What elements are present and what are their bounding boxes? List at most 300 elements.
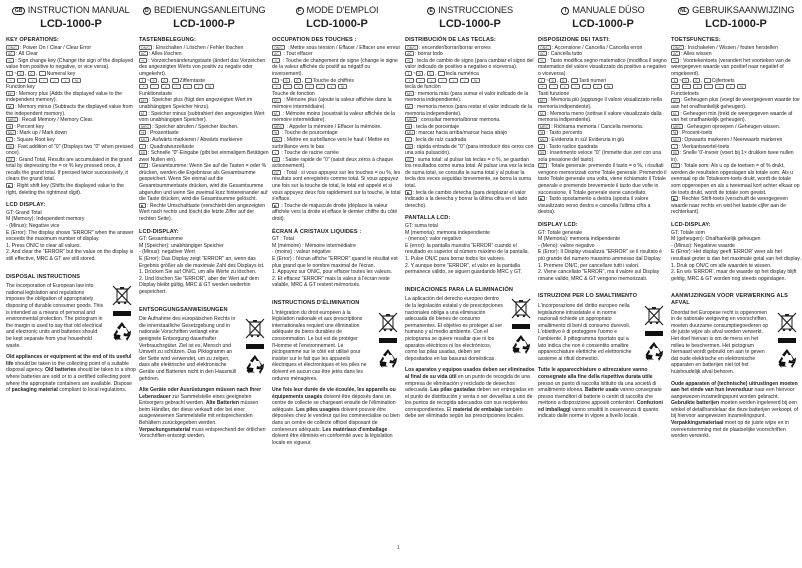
divide-key-icon: ÷ (704, 84, 713, 89)
key-shift: ▶ : Rechter Shift-toets (verschuift de weergegeven waarde naar rechts en wist het laatste cijfer aan de rechterkant). (671, 196, 789, 216)
key-9-icon: 9 (17, 71, 24, 76)
bold-text-segment: Alte Geräte oder Ausrüstungen müssen nach Ihrer Lebensdauer (139, 387, 262, 400)
disposal-icons (642, 305, 666, 362)
memory-minus-key-icon: M- (141, 111, 146, 116)
lcd-line: 2. And clear the "ERROR" but the value on the display is still effective, MRC & GT are still stored. (6, 249, 134, 262)
key-on: ON/C : Accensione / Cancella / Cancella errori (540, 44, 643, 51)
lcd-line: E (Error): Das Display zeigt "ERROR" an, wenn das Ergebnis größer als die maximale Zahl des Displays ist. (139, 256, 265, 269)
grand-total-key-icon: GT (141, 164, 146, 169)
divide-key-icon: ÷ (172, 84, 181, 89)
key-gt: GT : Totale generale: premendo il tasto = o %, i risultati vengono memorizzati come Totale generale. Premendo il tasto Totale generale una volta, viene richiamato il Totale generale e premendo brevemente il tasto due volte in successione, il Totale generale viene cancellato. (538, 163, 667, 196)
sign-change-key-icon: +/- (274, 58, 279, 63)
key-9-icon: 9 (682, 78, 689, 83)
double-zero-key-icon: 00 (8, 144, 12, 149)
key-mu: MU : marcar hacia arriba/marcar hacia abajo (407, 130, 508, 137)
disposal-heading: ISTRUZIONI PER LO SMALTIMENTO (538, 293, 638, 300)
memory-recall-key-icon: MRC (8, 118, 17, 123)
right-shift-key-icon: ▶ (405, 190, 412, 195)
model-name: LCD-1000-P (306, 18, 368, 30)
markup-key-icon: MU (274, 138, 280, 143)
language-header (405, 5, 535, 16)
key-numeral: 1 ~ 9 , 0 , . Numeral key (6, 71, 136, 78)
key-on: ON/C : Inschakelen / Wissen / fouten herstellen (673, 44, 778, 51)
text-segment: doivent pouvoir être déposées chez le vendeur qui les commercialise ou bien dans un centre de collecte officiel disposant de conteneurs adéquats. (272, 406, 400, 433)
right-shift-key-icon: ▶ (272, 203, 279, 208)
memory-plus-key-icon: M+ (141, 98, 147, 103)
lcd-line: M (memoria): memoria independiente (405, 229, 490, 236)
key-sign: +/- : Tasto modifica segno matematico (modifica il segno matematico del valore visualizzato da positivo a negativo o viceversa). (538, 57, 667, 77)
minus-key-icon: − (549, 84, 558, 89)
key-dzero: 00 : Fast addition of "0" (Displays two "0" when pressed once). (6, 143, 134, 157)
language-header (272, 5, 402, 16)
function-key-row (671, 84, 801, 91)
disposal-section (6, 283, 136, 349)
percent-key-icon: % (407, 124, 411, 129)
key-mu: MU : Mark up / Mark down (8, 130, 67, 137)
memory-recall-key-icon: MRC (407, 118, 416, 123)
sqrt-key-icon: √ (327, 84, 336, 89)
square-root-key-icon: √ (272, 150, 279, 155)
text-segment: moeten worden ingeleverd bij een winkel of detailhandelaar die deze batterijen verkoopt, of bij hiervoor aangewezen inzamelingspunt. (671, 400, 799, 420)
key-sqrt: √ : Quadratwurzeltaste (139, 144, 269, 151)
plus-key-icon: + (671, 84, 680, 89)
key-mplus: M+ : memoria más (para sumar el valor indicado de la memoria independiente). (405, 90, 529, 104)
bold-text-segment: Les matériaux d'emballage (322, 426, 388, 433)
sqrt-key-icon: √ (460, 78, 469, 83)
function-key-row (6, 78, 136, 85)
text-segment: müssen beim Händler, der diese verkauft oder bei einer ausgewiesenen Sammelstelle mit entsprechenden Behältern zurückgegeben werden. (139, 400, 259, 427)
disposal-text: The incorporation of European law into national legislation and regulations imposes the obligation of appropriately disposing of durable consumer goods. This is intended as a means of personal and environmental protection. The pictogram in the margin is used to say that old electrical and electronic units and batteries should be kept separate from your household waste. (6, 283, 104, 349)
lcd-line: GT: Gesamtsumme (139, 236, 183, 243)
disposal-rich-text (6, 354, 136, 394)
disposal-section (405, 296, 535, 362)
key-pct: % : Tasto percento (540, 130, 583, 137)
function-key-label: Tasti funzione (538, 90, 570, 97)
key-9-icon: 9 (416, 71, 423, 76)
divide-key-icon: ÷ (39, 78, 48, 83)
key-dot-icon: . (305, 78, 312, 83)
bold-text-segment: Une fois leur durée de vie écoulée, les appareils ou équipements usagés (272, 387, 396, 400)
disposal-heading: ENTSORGUNGSANWEISUNGEN (139, 306, 228, 313)
bold-text-segment: Tutte le apparecchiature o attrezzature vanno consegnate alla fine della rispettiva durata utile (538, 367, 653, 380)
function-key-row (272, 84, 402, 91)
memory-minus-key-icon: M- (407, 105, 412, 110)
key-1-icon: 1 (6, 71, 13, 76)
lcd-line: GT: Totale som (671, 229, 705, 236)
grand-total-key-icon: GT (407, 157, 412, 162)
square-root-key-icon: √ (139, 144, 146, 149)
minus-key-icon: − (283, 84, 292, 89)
all-clear-key-icon: AC (274, 52, 279, 57)
separator-bar-icon (645, 331, 663, 336)
on-clear-key-icon: ON/C (673, 45, 682, 50)
plus-key-icon: + (272, 84, 281, 89)
key-0-icon: 0 (161, 78, 168, 83)
recycle-icon (377, 347, 399, 369)
key-mrc: MRC : Appeler la mémoire / Effacer la mémoire. (274, 123, 382, 130)
times-key-icon: × (294, 84, 303, 89)
lcd-line: 1. Druk op ON/C om alle waarden te wissen. (671, 262, 772, 269)
percent-key-icon: % (338, 84, 347, 89)
disposal-heading: DISPOSAL INSTRUCTIONS (6, 273, 81, 280)
separator-bar-icon (246, 344, 264, 349)
memory-plus-key-icon: M+ (673, 98, 679, 103)
key-shift: ▶ : Tasto spostamento a destra (sposta il valore visualizzato verso destra e cancella l'ultima cifra a destra). (538, 196, 651, 216)
percent-key-icon: % (205, 84, 214, 89)
lcd-line: 2. En wis 'ERROR', maar de waarde op het display blijft geldig, MRC & GT worden nog steeds opgeslagen. (671, 269, 797, 282)
key-ac: AC : Tout effacer (274, 51, 313, 58)
column-fr (272, 4, 402, 568)
separator-bar-icon (113, 311, 131, 316)
key-mplus: M+ : Geheugen plus (voegt de weergegeven waarde toe aan het onafhankelijk geheugen). (671, 97, 800, 110)
percent-key-icon: % (8, 124, 12, 129)
key-1-icon: 1 (671, 78, 678, 83)
disposal-text: Die Aufnahme des europäischen Rechts in die innerstaatliche Gesetzgebung und in nationale Vorschriften verlangt eine geeignete Entsorgung dauerhafter Verbrauchsgüter. Ziel ist es, Mensch und Umwelt zu schützen. Das Piktogramm an der Seite wird verwendet, um zu zeigen, dass alte elektrische und elektronische Geräte und Batterien nicht in den Hausmüll gehören. (139, 316, 237, 382)
percent-key-icon: % (471, 78, 480, 83)
crossed-bin-icon (644, 305, 664, 327)
key-mrc: MRC : Richiama memoria / Cancella memoria. (540, 123, 644, 130)
text-segment: should be taken to a shop where batteries are sold or to a certified collecting point where the appropriate containers are available. Dispose of (6, 367, 136, 394)
on-clear-key-icon: ON/C (407, 45, 416, 50)
equals-key-icon: = (449, 78, 458, 83)
key-gt: GT : Gesamtsumme: Wenn Sie auf die Tasten = oder % drücken, werden die Ergebnisse als Gesamtsumme gespeichert. Wenn Sie einmal auf die Gesamtsummentaste drücken, wird die Gesamtsumme abgerufen und wenn Sie zweimal kurz hintereinander auf die Taste drücken, wird die Gesamtsumme gelöscht. (139, 163, 268, 203)
on-clear-key-icon: ON/C (141, 45, 150, 50)
disposal-rich-text (405, 367, 535, 420)
sign-change-key-icon: +/- (141, 58, 146, 63)
key-operations-heading: KEY OPERATIONS: (6, 37, 59, 43)
sign-change-key-icon: +/- (673, 58, 678, 63)
lcd-line: E (Error): Il Display visualizza "ERROR" se il risultato è più grande del numero massimo ammesso dal Display. (538, 249, 662, 262)
lcd-line: M (mémoire) : Mémoire intermédiaire (272, 242, 356, 249)
square-root-key-icon: √ (6, 137, 13, 142)
markup-key-icon: MU (407, 131, 413, 136)
all-clear-key-icon: AC (540, 52, 545, 57)
lcd-line: GT: Grand Total (6, 209, 42, 216)
lcd-line: E (Error): The display shows "ERROR" when the answer exceeds the maximum number of display. (6, 229, 134, 243)
column-gb (6, 4, 136, 568)
lcd-line: 2. Und löschen Sie "ERROR", aber der Wert auf dem Display bleibt gültig, MRC & GT werden weiterhin gespeichert. (139, 275, 259, 295)
page-number: 1 (397, 545, 400, 551)
key-dot-icon: . (438, 71, 445, 76)
lcd-line: 1. Press ON/C to clear all values. (6, 242, 82, 249)
times-key-icon: × (693, 84, 702, 89)
disposal-text: Doordat het Europese recht is opgenomen in de nationale wetgeving en voorschriften, moeten duurzame consumptiegoederen op de juiste wijze als afval worden verwerkt. Het doel hiervan is om de mens en het milieu te beschermen. Het pictogram hiernaast wordt gebruikt om aan te geven dat oude elektrische en elektronische apparaten en batterijen niet tot het huishoudelijk afval behoren. (671, 309, 769, 375)
key-dzero: 00 : rápida entrada de "0" (para introducir dos ceros con una sola pulsación). (405, 143, 534, 157)
lcd-line: M (Memory): Independent memory (6, 216, 85, 223)
bold-text-segment: Old appliances or equipment at the end of its useful life (6, 354, 132, 367)
model-name: LCD-1000-P (40, 18, 102, 30)
equals-key-icon: = (50, 78, 59, 83)
key-1-icon: 1 (538, 78, 545, 83)
disposal-text: La aplicación del derecho europeo dentro de la legislación estatal y de prescripciones nacionales obliga a una eliminación adecuada de bienes de consumo permanentes. El objetivo es proteger al ser humano y al medio ambiente. Con el pictograma se quiere resaltar que ni los aparatos eléctricos ni los electrónicos, como las pilas usadas, deben ser depositados en las basuras domésticas. (405, 296, 503, 362)
key-mminus: M- : Mémoire moins (soustrait la valeur affichée de la mémoire intermédiaire). (272, 110, 395, 124)
lcd-line: GT: suma total (405, 223, 438, 230)
disposal-heading: INSTRUCTIONS D'ÉLIMINATION (272, 299, 360, 306)
lcd-line: - (Meno): valore negativo (538, 242, 595, 249)
key-1-icon: 1 (405, 71, 412, 76)
sign-change-key-icon: +/- (407, 58, 412, 63)
lcd-line: - (menos): valor negativo (405, 236, 462, 243)
key-pct: % : Prozenttaste (141, 130, 179, 137)
bold-text-segment: Oude apparaten of (technische) uitrustingen moeten aan het einde van hun levensduur (671, 380, 798, 394)
model-name: LCD-1000-P (439, 18, 501, 30)
key-numeral: 1 ~ 9 , 0 , . Cijfertoets (671, 78, 801, 85)
memory-recall-key-icon: MRC (274, 124, 283, 129)
key-ac: AC : Cancella tutto (540, 51, 582, 58)
crossed-bin-icon (777, 312, 797, 334)
grand-total-key-icon: GT (8, 157, 13, 162)
on-clear-key-icon: ON/C (8, 45, 17, 50)
bold-text-segment: Old batteries (44, 367, 77, 374)
language-badge: F (296, 7, 304, 15)
key-dzero: 00 : Schnelle "0"-Eingabe (gibt bei einmaligem Betätigen zwei Nullen ein). (139, 150, 269, 163)
disposal-icons (110, 285, 134, 342)
lcd-heading: LCD-DISPLAY: (139, 228, 179, 235)
key-ac: AC : Alles löschen (141, 51, 182, 58)
times-key-icon: × (427, 78, 436, 83)
key-sign: +/- : Touche de changement de signe (change le signe de la valeur affichée du positif au négatif ou inversement). (272, 57, 398, 77)
percent-key-icon: % (141, 131, 145, 136)
key-dot-icon: . (172, 78, 179, 83)
percent-key-icon: % (72, 78, 81, 83)
language-header (671, 5, 801, 16)
disposal-rich-text (671, 381, 801, 440)
memory-recall-key-icon: MRC (673, 124, 682, 129)
text-segment: doivent être éliminés en conformité avec la législation locale en vigueur. (272, 433, 393, 446)
language-header (538, 5, 668, 16)
bold-text-segment: Gebruikte batterijen (671, 400, 720, 407)
key-mrc: MRC : consultar memoria/borrar memoria. (407, 117, 501, 124)
function-key-label: tecla de función (405, 84, 441, 91)
text-segment: también debe ser eliminado según las prescripciones locales. (405, 406, 525, 420)
disposal-section (538, 303, 668, 362)
lcd-line: - (Minus): negativer Wert (139, 249, 195, 256)
crossed-bin-icon (378, 312, 398, 334)
double-zero-key-icon: 00 (673, 151, 677, 156)
key-pct: % : Percent key (8, 123, 44, 130)
disposal-heading: AANWIJZINGEN VOOR VERWERKING ALS AFVAL (671, 293, 788, 306)
memory-minus-key-icon: M- (540, 111, 545, 116)
key-mminus: M- : Geheugen min (trekt de weergegeven waarde af van het onafhankelijk geheugen). (671, 110, 793, 124)
key-operations-heading: TOETSFUNCTIES: (671, 37, 721, 43)
key-sign: +/- : Vorzeichenänderungstaste (ändert das Vorzeichen des angezeigten Werts von positiv zu negativ oder umgekehrt). (139, 57, 266, 77)
key-mplus: M+ : Memory plus (Adds the displayed value to the independent memory). (6, 90, 122, 104)
memory-plus-key-icon: M+ (540, 98, 546, 103)
disposal-icons (509, 298, 533, 355)
key-9-icon: 9 (150, 78, 157, 83)
manual-title: MANUALE DÚSO (572, 5, 645, 15)
recycle-icon (510, 333, 532, 355)
double-zero-key-icon: 00 (407, 144, 411, 149)
disposal-rich-text (538, 367, 668, 420)
key-0-icon: 0 (294, 78, 301, 83)
key-mminus: M- : Memoria meno (sottrae il valore visualizzato dalla memoria indipendente). (538, 110, 662, 124)
plus-key-icon: + (405, 78, 414, 83)
memory-minus-key-icon: M- (274, 111, 279, 116)
equals-key-icon: = (715, 84, 724, 89)
key-gt: GT : Totale som: Als u op de toetsen = of % drukt, worden de resultaten opgeslagen als totale som. Als u eenmaal op de Totalesom-toets drukt, wordt de totale som opgeroepen en als u tweemaal kort achter elkaar op de toets drukt, wordt de totale som gewist. (671, 163, 800, 196)
sqrt-key-icon: √ (726, 84, 735, 89)
key-mplus: M+ : Memoria più (aggiunge il valore visualizzato nella memoria indipendente). (538, 97, 662, 110)
times-key-icon: × (28, 78, 37, 83)
text-segment: compliant to local regulations. (57, 387, 127, 394)
key-gt: GT : Grand Total, Results are accumulated in the grand total by depressing the = or % key pressed once, it recalls the grand total. If pressed twice successively, it clears the grand total. (6, 156, 133, 183)
lcd-line: 1. Premere ON/C, per cancellare tutti i valori. (538, 262, 640, 269)
bold-text-segment: Confezioni ed imballaggi (538, 400, 663, 413)
key-shift: ▶ : Touche de majuscule droite (déplace la valeur affichée vers la droite et efface le dernier chiffre du côté droit). (272, 202, 398, 223)
disposal-section (272, 310, 402, 383)
markup-key-icon: MU (540, 138, 546, 143)
key-sign: +/- : Voortekentoets (verandert het voorteken van de weergegeven waarde van positief naar negatief of omgekeerd). (671, 57, 791, 77)
divide-key-icon: ÷ (438, 78, 447, 83)
bold-text-segment: packaging material (11, 387, 58, 394)
bold-text-segment: Verpakkingsmateriaal (671, 420, 724, 427)
percent-key-icon: % (737, 84, 746, 89)
key-operations-heading: DISPOSIZIONE DEI TASTI: (538, 37, 611, 43)
percent-key-icon: % (673, 131, 677, 136)
bold-text-segment: Los aparatos y equipos usados deben ser eliminados al final de su vida útil (405, 367, 535, 380)
bold-text-segment: Verpackungsmaterial (139, 426, 191, 433)
function-key-label: Functietoets (671, 90, 699, 97)
text-segment: muss entsprechend der örtlichen Vorschriften entsorgt werden. (139, 426, 266, 440)
lcd-line: - (moins) : valeur négative (272, 249, 331, 256)
key-dot-icon: . (39, 71, 46, 76)
key-numeral: 1 ~ 9 , 0 , . Zifferntaste (139, 78, 269, 85)
key-dot-icon: . (571, 78, 578, 83)
sign-change-key-icon: +/- (8, 58, 13, 63)
lcd-line: 1. Drücken Sie auf ON/C, um alle Werte zu löschen. (139, 269, 257, 276)
lcd-line: 1. Pulse ON/C para borrar todos los valores. (405, 256, 506, 262)
bold-text-segment: Batterie usate (585, 387, 619, 394)
key-numeral: 1 ~ 9 , 0 , . Tasti numeri (538, 78, 668, 85)
text-segment: presso un punto di raccolta istituito da una società di smaltimento idonea. (538, 380, 657, 394)
equals-key-icon: = (316, 84, 325, 89)
sqrt-key-icon: √ (61, 78, 70, 83)
times-key-icon: × (560, 84, 569, 89)
key-mrc: MRC : Speicher abrufen / Speicher löschen. (141, 123, 239, 130)
key-0-icon: 0 (28, 71, 35, 76)
function-key-row (139, 84, 269, 91)
key-shift: ▶ : Right shift key (Shifts the displayed value to the right, deleting the rightmost digit). (6, 183, 124, 196)
plus-key-icon: + (6, 78, 15, 83)
markup-key-icon: MU (8, 131, 14, 136)
column-es (405, 4, 535, 568)
lcd-line: GT: Totale generale (538, 229, 583, 236)
percent-key-icon: % (540, 131, 544, 136)
language-badge: NL (678, 7, 689, 15)
lcd-heading: PANTALLA LCD: (405, 215, 451, 222)
column-it (538, 4, 668, 568)
sign-change-key-icon: +/- (540, 58, 545, 63)
double-zero-key-icon: 00 (274, 157, 278, 162)
key-ac: AC : Alles wissen (673, 51, 712, 58)
column-nl (671, 4, 801, 568)
right-shift-key-icon: ▶ (671, 196, 678, 201)
lcd-line: 1. Appuyez sur ON/C, pour effacer toutes les valeurs. (272, 269, 393, 276)
divide-key-icon: ÷ (305, 84, 314, 89)
text-segment: vanno consegnate presso rivenditori di batterie o centri di raccolta che mettono a disposizione appositi contenitori. (538, 387, 662, 407)
key-mrc: MRC : Geheugen oproepen / Geheugen wissen. (673, 123, 781, 130)
language-header (139, 5, 269, 16)
markup-key-icon: MU (673, 138, 679, 143)
disposal-icons (376, 312, 400, 369)
key-ac: AC : borrar todo (407, 51, 443, 58)
grand-total-key-icon: GT (673, 164, 678, 169)
memory-minus-key-icon: M- (673, 111, 678, 116)
disposal-section (671, 310, 801, 376)
separator-bar-icon (778, 338, 796, 343)
model-name: LCD-1000-P (173, 18, 235, 30)
language-badge: I (561, 7, 569, 15)
lcd-line: E (Error) : l'écran affiche "ERROR" quand le résultat est plus grand que le nombre maximal de l'écran. (272, 256, 398, 269)
lcd-line: M (geheugen): Onafhankelijk geheugen (671, 236, 761, 243)
double-zero-key-icon: 00 (141, 151, 145, 156)
lcd-heading: ÉCRAN À CRISTAUX LIQUIDES : (272, 228, 362, 235)
key-ac: AC : All Clear (8, 51, 38, 58)
language-header (6, 5, 136, 16)
disposal-text: L'incorporazione del diritto europeo nella legislazione intrastatale e in norme nazionali richiede un appropriato smaltimento di beni di consumo durevoli. L'obiettivo è di proteggere l'uomo e l'ambiente. Il pittogramma riportato qui a lato indica che non è consentito smaltire apparecchiature elettriche ed elettroniche assieme ai rifiuti domestici. (538, 302, 632, 362)
key-sign: +/- : tecla de cambio de signo (para cambiar el signo del valor indicado de positivo a negativo o viceversa). (405, 57, 534, 71)
minus-key-icon: − (150, 84, 159, 89)
text-segment: vanno smaltiti in osservanza di quanto indicato dalle norme in vigore a livello locale. (538, 406, 659, 420)
lcd-heading: DISPLAY LCD: (538, 222, 578, 229)
key-pct: % : Procent-toets (673, 130, 713, 137)
all-clear-key-icon: AC (8, 52, 13, 57)
markup-key-icon: MU (141, 138, 147, 143)
key-9-icon: 9 (549, 78, 556, 83)
grand-total-key-icon: GT (540, 164, 545, 169)
disposal-icons (243, 318, 267, 375)
percent-key-icon: % (274, 131, 278, 136)
key-sqrt: √ : Tasto radice quadrata (538, 144, 668, 151)
key-mminus: M- : memoria menos (para restar el valor indicado de la memoria independiente). (405, 103, 532, 117)
text-segment: deben ser entregadas en el punto de distribución y venta o ser devueltas a uno de los puntos de recogida adecuados con sus recipientes correspondientes. El (405, 387, 534, 413)
on-clear-key-icon: ON/C (540, 45, 549, 50)
crossed-bin-icon (511, 298, 531, 320)
key-mu: MU : Mettre en surbrillance vers le haut / Mettre en surbrillance vers le bas (272, 136, 390, 150)
text-segment: naar een hiervoor aangewezen inzamelingspunt worden gebracht. (671, 387, 795, 400)
all-clear-key-icon: AC (141, 52, 146, 57)
key-mminus: M- : Memory minus (Subtracts the displayed value from the independent memory). (6, 103, 133, 117)
key-sign: +/- : Sign change key (Change the sign of the displayed value from positive to negative, or vice versa). (6, 57, 134, 71)
key-numeral: 1 ~ 9 , 0 , . Touche de chiffres (272, 78, 402, 85)
key-mu: MU : Evidenzia in sù/ Evidenzia in giù (540, 136, 625, 143)
key-operations-heading: TASTENBELEGUNG: (139, 37, 197, 43)
key-mu: MU : Aufwärts markieren / Abwärts markieren (141, 136, 243, 143)
key-on: ON/C : Einschalten / Löschen / Fehler löschen (141, 44, 244, 51)
key-1-icon: 1 (272, 78, 279, 83)
memory-plus-key-icon: M+ (407, 91, 413, 96)
square-root-key-icon: √ (538, 144, 545, 149)
function-key-row (538, 84, 668, 91)
text-segment: doivent être déposés dans un centre de collecte se chargeant ensuite de l'élimination adéquate. (272, 393, 396, 413)
key-sqrt: √ : tecla de raíz cuadrada (405, 137, 535, 144)
lcd-heading: LCD DISPLAY: (6, 202, 46, 209)
plus-key-icon: + (139, 84, 148, 89)
key-gt: GT : suma total: al pulsar las teclas = o %, se guardan los resultados como suma total. Al pulsar una vez la tecla de suma total, se consulta la suma total y al pulsar la tecla dos veces seguidas brevemente, se borra la suma total. (405, 156, 535, 190)
manual-title: MODE D'EMPLOI (306, 5, 379, 15)
lcd-line: 2. Et effacez "ERROR" mais la valeur à l'écran reste valable, MRC & GT restent mémorisés. (272, 275, 390, 289)
key-pct: % : tecla de porcentaje (407, 123, 460, 130)
key-shift: ▶ : Rechte Umschalttaste (verschiebt den angezeigten Wert nach rechts und löscht die letzte Ziffer auf der rechten Seite). (139, 202, 266, 223)
key-dzero: 00 : Snelle '0'-invoer (voert bij 1× drukken twee nullen in). (671, 150, 794, 163)
manual-page (6, 4, 801, 568)
bold-text-segment: material de embalaje (452, 406, 503, 413)
bold-text-segment: Les piles usagées (296, 406, 340, 413)
right-shift-key-icon: ▶ (6, 183, 13, 188)
bold-text-segment: Alte Batterien (205, 400, 239, 407)
memory-plus-key-icon: M+ (8, 91, 14, 96)
